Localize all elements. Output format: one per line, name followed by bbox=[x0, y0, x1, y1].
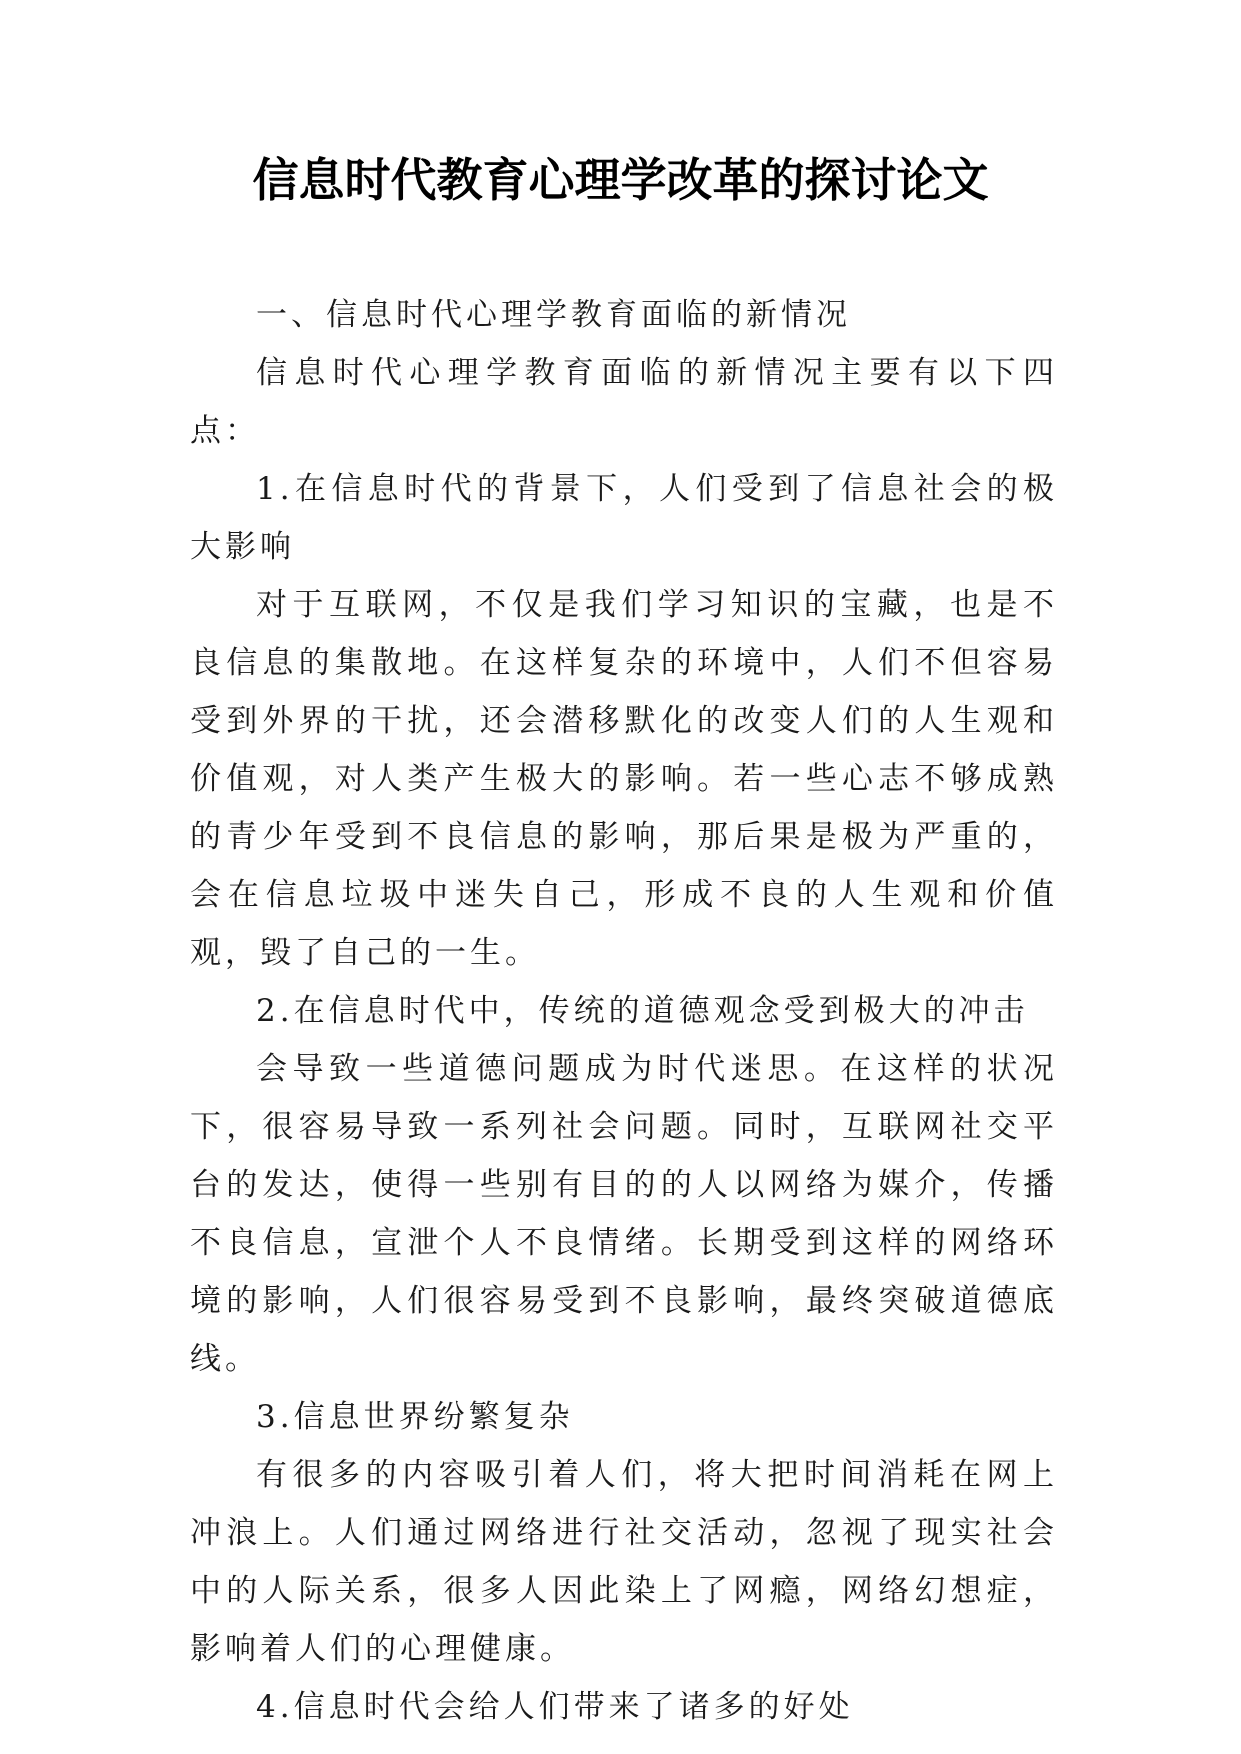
section-heading: 一、信息时代心理学教育面临的新情况 bbox=[256, 297, 851, 333]
paragraph: 会导致一些道德问题成为时代迷思。在这样的状况下，很容易导致一系列社会问题。同时，互联网社交平台的发达，使得一些别有目的的人以网络为媒介，传播不良信息，宣泄个人不良情绪。长期受到这样的网络环境的影响，人们很容易受到不良影响，最终突破道德底线。 bbox=[190, 1051, 1058, 1377]
document-body bbox=[190, 286, 1058, 1736]
paragraph: 有很多的内容吸引着人们，将大把时间消耗在网上冲浪上。人们通过网络进行社交活动，忽视了现实社会中的人际关系，很多人因此染上了网瘾，网络幻想症，影响着人们的心理健康。 bbox=[190, 1457, 1058, 1667]
point-heading: 1.在信息时代的背景下，人们受到了信息社会的极大影响 bbox=[190, 471, 1058, 565]
point-heading: 2.在信息时代中，传统的道德观念受到极大的冲击 bbox=[256, 993, 1029, 1029]
document-title: 信息时代教育心理学改革的探讨论文 bbox=[252, 153, 989, 207]
paragraph: 信息时代心理学教育面临的新情况主要有以下四点： bbox=[190, 355, 1058, 449]
paragraph: 对于互联网，不仅是我们学习知识的宝藏，也是不良信息的集散地。在这样复杂的环境中，人们不但容易受到外界的干扰，还会潜移默化的改变人们的人生观和价值观，对人类产生极大的影响。若一些心志不够成熟的青少年受到不良信息的影响，那后果是极为严重的，会在信息垃圾中迷失自己，形成不良的人生观和价值观，毁了自己的一生。 bbox=[190, 587, 1058, 971]
point-heading: 4.信息时代会给人们带来了诸多的好处 bbox=[256, 1689, 854, 1725]
point-heading: 3.信息世界纷繁复杂 bbox=[256, 1399, 574, 1435]
